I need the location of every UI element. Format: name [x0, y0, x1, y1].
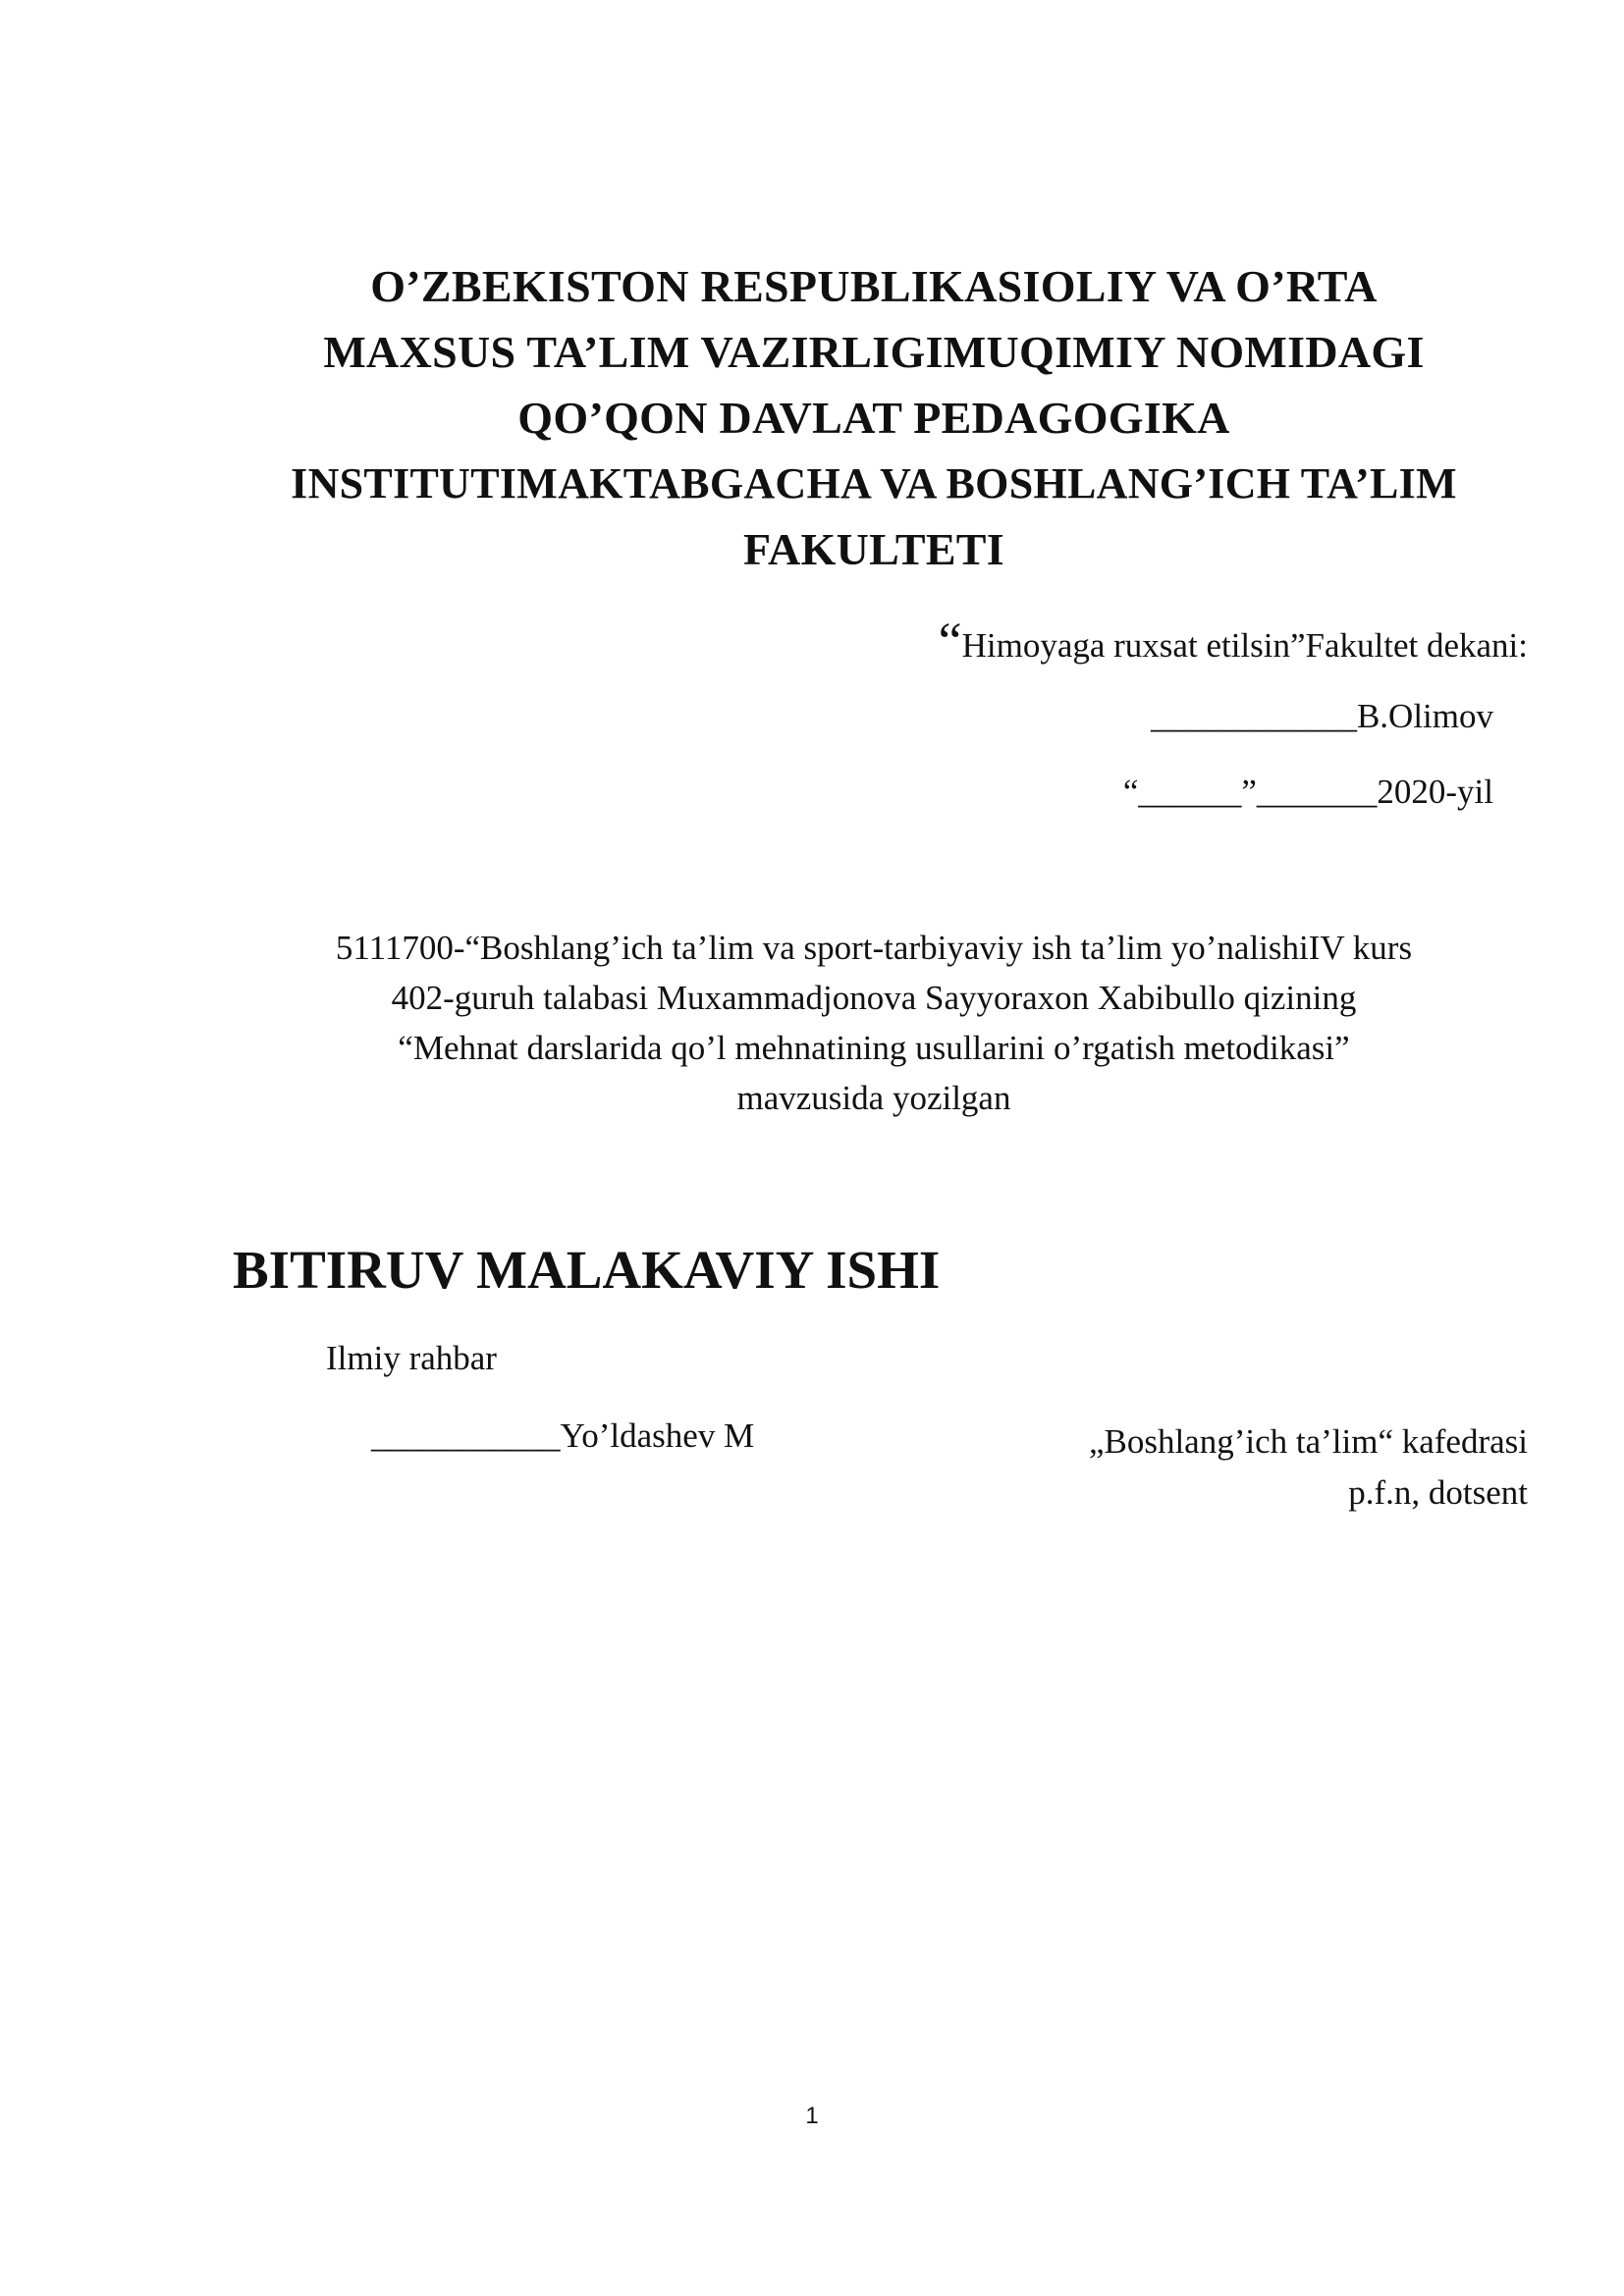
advisor-signature-line: ___________Yo’ldashev M: [371, 1416, 755, 1455]
header-line: O’ZBEKISTON RESPUBLIKASIOLIY VA O’RTA: [370, 261, 1378, 311]
header-line: QO’QON DAVLAT PEDAGOGIKA: [517, 393, 1230, 443]
header-line: FAKULTETI: [742, 524, 1004, 574]
student-info-line: 5111700-“Boshlang’ich ta’lim va sport-tarbiyaviy ish ta’lim yo’nalishiIV kurs: [335, 929, 1413, 967]
student-info-block: [226, 923, 1522, 1123]
department-info: [1089, 1416, 1528, 1519]
approval-date-line: “______”_______2020-yil: [1122, 773, 1493, 811]
opening-quote: “: [938, 612, 962, 670]
document-type-title: BITIRUV MALAKAVIY ISHI: [233, 1240, 941, 1300]
page-number: 1: [805, 2103, 819, 2129]
approval-statement: [644, 611, 1528, 671]
institution-header: [226, 253, 1522, 582]
student-info-line: “Mehnat darslarida qo’l mehnatining usullarini o’rgatish metodikasi”: [398, 1029, 1350, 1067]
header-line: INSTITUTIMAKTABGACHA VA BOSHLANG’ICH TA’LIM: [291, 459, 1457, 507]
header-line: MAXSUS TA’LIM VAZIRLIGIMUQIMIY NOMIDAGI: [323, 327, 1425, 377]
advisor-label: Ilmiy rahbar: [326, 1339, 497, 1377]
student-info-line: 402-guruh talabasi Muxammadjonova Sayyoraxon Xabibullo qizining: [391, 979, 1357, 1017]
student-info-line: mavzusida yozilgan: [736, 1079, 1011, 1117]
dean-signature-line: ____________B.Olimov: [1150, 697, 1493, 735]
approval-title-text: Himoyaga ruxsat etilsin”Fakultet dekani:: [961, 626, 1528, 665]
department-name: „Boshlang’ich ta’lim“ kafedrasi: [1088, 1422, 1528, 1461]
advisor-title: p.f.n, dotsent: [1348, 1473, 1528, 1512]
